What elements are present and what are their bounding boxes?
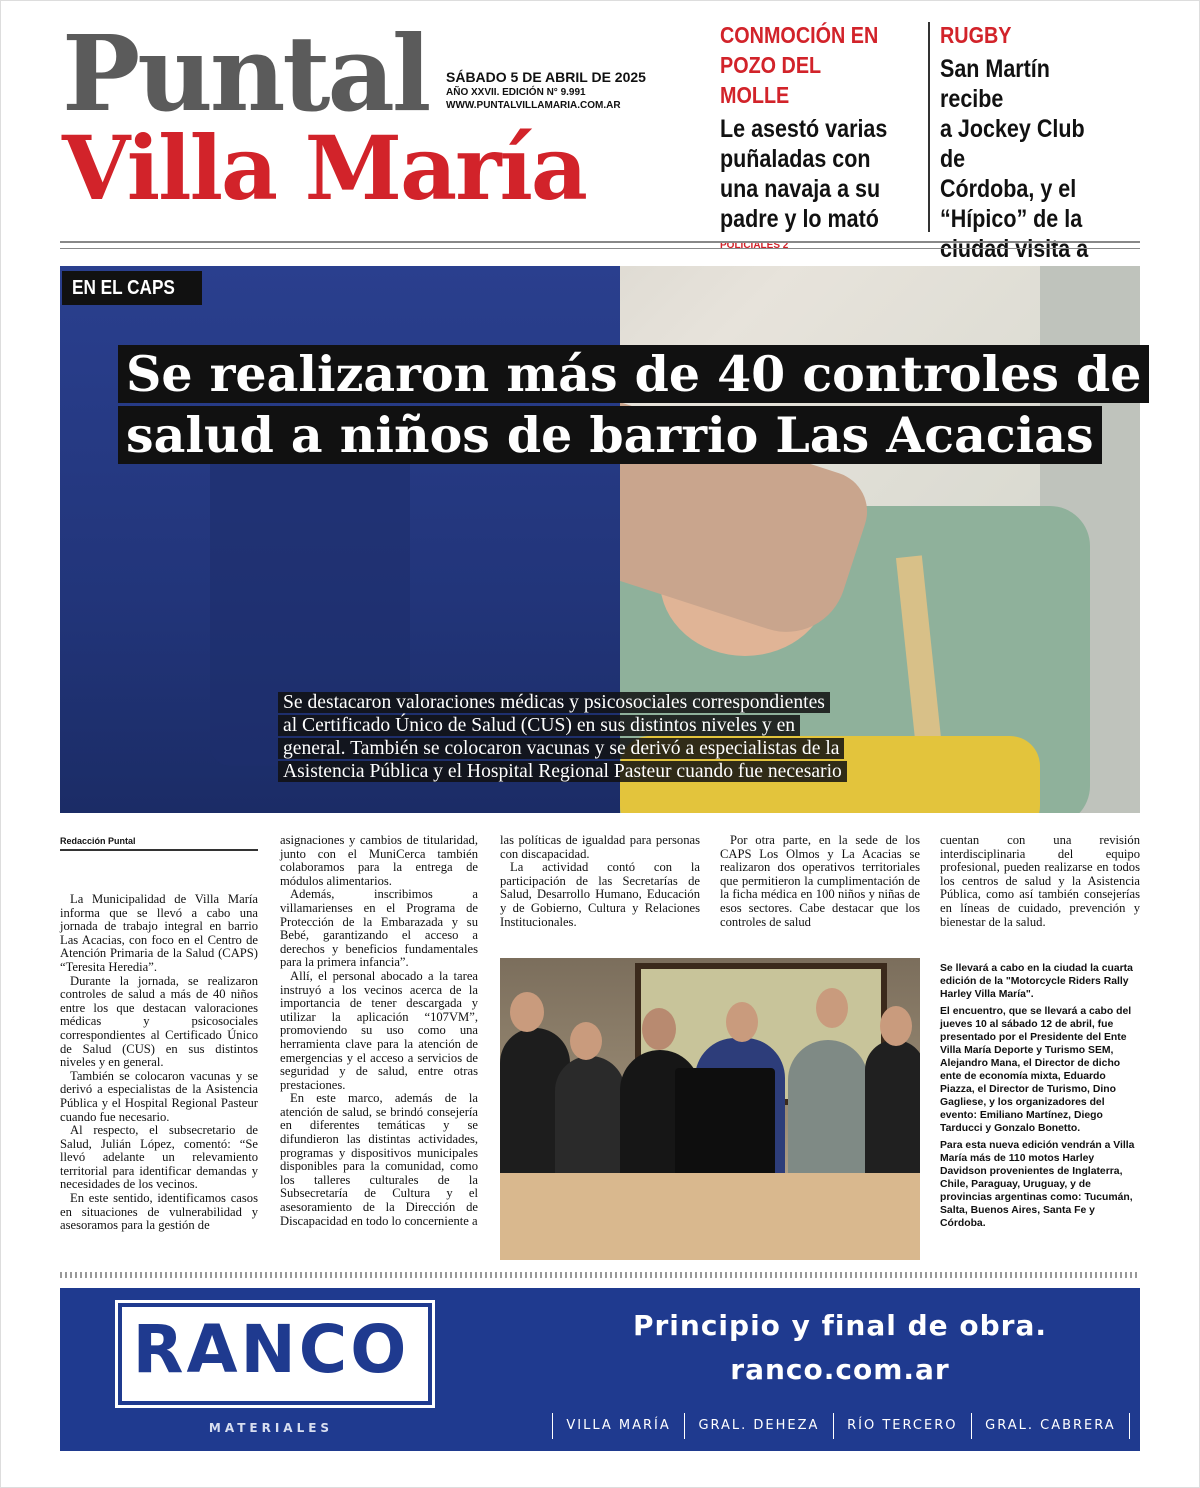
article-column-2 bbox=[280, 834, 478, 1228]
article-column-3 bbox=[500, 834, 700, 929]
rally-brief bbox=[940, 962, 1140, 1234]
hero-subhead-line: Se destacaron valoraciones médicas y psicosociales correspondientes bbox=[278, 692, 830, 713]
teaser-section: POLICIALES 2 bbox=[720, 240, 789, 251]
paragraph: En este sentido, identificamos casos en situaciones de vulnerabilidad y asesoramos para la gestión de bbox=[60, 1191, 258, 1233]
website-link[interactable]: WWW.PUNTALVILLAMARIA.COM.AR bbox=[446, 100, 621, 111]
hero-subhead-line: general. También se colocaron vacunas y se derivó a especialistas de la bbox=[278, 738, 844, 759]
ranco-logo-sub: MATERIALES bbox=[208, 1421, 334, 1435]
teaser-headline: San Martín recibe bbox=[940, 55, 1050, 113]
hero-headline[interactable] bbox=[118, 344, 1149, 466]
teaser-headline: puñaladas con bbox=[720, 145, 871, 173]
hero-headline-line: salud a niños de barrio Las Acacias bbox=[118, 406, 1102, 464]
brief-paragraph: Para esta nueva edición vendrán a Villa María más de 110 motos Harley Davidson provenientes de Inglaterra, Chile, Paraguay, Uruguay, y de provincias argentinas como: Tucumán, Salta, Buenos Aires, Santa Fe y Córdoba. bbox=[940, 1140, 1135, 1229]
teaser-kicker: RUGBY bbox=[940, 22, 1012, 48]
paragraph: asignaciones y cambios de titularidad, junto con el MuniCerca también colaboramos para la entrega de módulos alimentarios. bbox=[280, 833, 478, 888]
issue-date: SÁBADO 5 DE ABRIL DE 2025 bbox=[446, 69, 646, 85]
paragraph: Además, inscribimos a villamarienses en el Programa de Protección de la Embarazada y su Bebé, garantizando el acceso a derechos y beneficios fundamentales para la primera infancia”. bbox=[280, 887, 478, 970]
paragraph: La actividad contó con la participación de las Secretarías de Salud, Desarrollo Humano, Educación y de Gobierno, Cultura y Relaciones Institucionales. bbox=[500, 860, 700, 929]
teaser-headline: ciudad visita a bbox=[940, 235, 1089, 263]
brief-paragraph: Se llevará a cabo en la ciudad la cuarta edición de la "Motorcycle Riders Rally Harley Villa María". bbox=[940, 963, 1133, 1000]
issue-edition: AÑO XXVII. EDICIÓN N° 9.991 bbox=[446, 87, 586, 98]
article-column-5 bbox=[940, 834, 1140, 929]
article-column-1 bbox=[60, 893, 258, 1233]
teaser-kicker: POZO DEL MOLLE bbox=[720, 52, 821, 108]
ad-city: GRAL. CABRERA bbox=[985, 1418, 1116, 1433]
hero-subhead bbox=[278, 691, 916, 783]
ad-city: VILLA MARÍA bbox=[553, 1413, 685, 1439]
teaser-headline: una navaja a su bbox=[720, 175, 881, 203]
hero-kicker: EN EL CAPS bbox=[62, 271, 202, 305]
brief-paragraph: El encuentro, que se llevará a cabo del jueves 10 al sábado 12 de abril, fue presentado por el Presidente del Ente Villa María Deporte y Turismo SEM, Alejandro Mana, el Director de dicho ente de economía mixta, Eduardo Piazza, el Director de Turismo, Dino Gagliese, y los organizadores del evento: Emiliano Martínez, Diego Tarducci y Gonzalo Bonetto. bbox=[940, 1006, 1132, 1134]
hero-subhead-line: al Certificado Único de Salud (CUS) en sus distintos niveles y en bbox=[278, 715, 800, 736]
masthead-puntal: Puntal bbox=[62, 12, 429, 135]
rally-photo bbox=[500, 958, 920, 1260]
teaser-divider bbox=[928, 22, 930, 232]
teaser-headline: Córdoba, y el bbox=[940, 175, 1077, 203]
teaser-headline: a Jockey Club de bbox=[940, 115, 1085, 173]
teaser-headline: “Hípico” de la bbox=[940, 205, 1083, 233]
ad-url-link[interactable]: ranco.com.ar bbox=[730, 1353, 950, 1386]
paragraph: La Municipalidad de Villa María informa que se llevó a cabo una jornada de trabajo integral en barrio Las Acacias, con foco en el Centro de Atención Primaria de la Salud (CAPS) “Teresita Heredia”. bbox=[60, 892, 258, 974]
teaser-kicker: CONMOCIÓN EN bbox=[720, 22, 879, 48]
paragraph: Por otra parte, en la sede de los CAPS Los Olmos y La Acacias se realizaron dos operativos territoriales que permitieron la cumplimentación de la ficha médica en 100 niños y niñas de esos sectores. Cabe destacar que los controles de salud bbox=[720, 833, 920, 929]
masthead-meta bbox=[446, 68, 646, 112]
paragraph: Allí, el personal abocado a la tarea instruyó a los vecinos acerca de la importancia de tener descargada y utilizar la aplicación “107VM”, promoviendo su uso como una herramienta clave para la atención de emergencias y el acceso a servicios de seguridad y de salud, entre otras prestaciones. bbox=[280, 968, 478, 1092]
masthead-rule bbox=[60, 241, 1140, 249]
ad-slogan: Principio y final de obra. bbox=[632, 1309, 1048, 1342]
paragraph: las políticas de igualdad para personas con discapacidad. bbox=[500, 833, 700, 861]
masthead-villa-maria: Villa María bbox=[62, 116, 586, 220]
hero-headline-line: Se realizaron más de 40 controles de bbox=[118, 345, 1149, 403]
teaser-headline: Le asestó varias bbox=[720, 115, 888, 143]
paragraph: Durante la jornada, se realizaron controles de salud a más de 40 niños entre los que destacan valoraciones médicas y psicosociales correspondientes al Certificado Único de Salud (CUS) en sus distintos niveles y en general. bbox=[60, 973, 258, 1070]
ranco-logo-text: RANCO bbox=[132, 1311, 410, 1388]
paragraph: Al respecto, el subsecretario de Salud, Julián López, comentó: “Se llevó adelante un relevamiento territorial para identificar demandas y necesidades de los vecinos. bbox=[60, 1123, 258, 1192]
paragraph: cuentan con una revisión interdisciplinaria del equipo profesional, pueden realizarse en todos los centros de salud y la Asistencia Pública, como así también consejerías en líneas de cuidado, prevención y bienestar de la salud. bbox=[940, 833, 1140, 929]
teaser-policiales[interactable] bbox=[720, 20, 920, 251]
article-byline: Redacción Puntal bbox=[60, 836, 258, 851]
paragraph: En este marco, además de la atención de salud, se brindó consejería en diferentes temáticas y se difundieron las distintas actividades, programas y dispositivos municipales disponibles para la comunidad, como los talleres culturales de la Subsecretaría de Cultura y el asesoramiento de la Dirección de Discapacidad en todo lo concerniente a bbox=[280, 1091, 478, 1228]
article-column-4 bbox=[720, 834, 920, 929]
ad-city: RÍO TERCERO bbox=[834, 1413, 972, 1439]
ad-separator bbox=[60, 1272, 1140, 1278]
hero-subhead-line: Asistencia Pública y el Hospital Regional Pasteur cuando fue necesario bbox=[278, 761, 847, 782]
ad-cities bbox=[552, 1413, 1130, 1439]
teaser-headline: padre y lo mató bbox=[720, 205, 879, 233]
ad-city: GRAL. DEHEZA bbox=[685, 1413, 834, 1439]
paragraph: También se colocaron vacunas y se derivó a especialistas de la Asistencia Pública y el Hospital Regional Pasteur cuando fue necesario. bbox=[60, 1068, 258, 1124]
